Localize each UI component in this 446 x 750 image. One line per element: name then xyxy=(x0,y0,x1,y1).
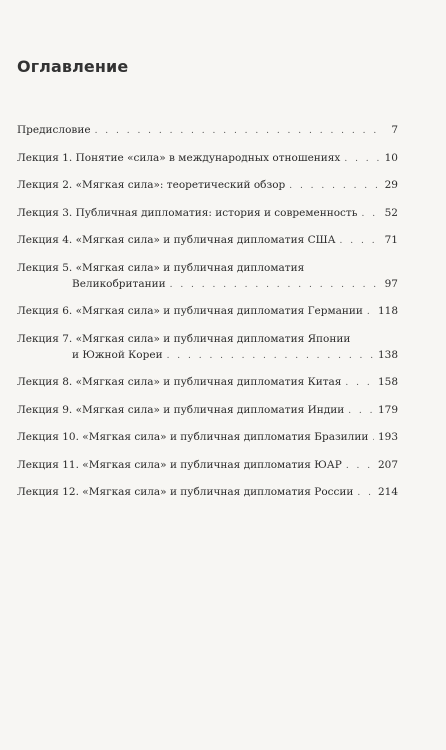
dot-leader xyxy=(367,304,374,320)
toc-entry-title: Лекция 4. «Мягкая сила» и публичная дипломатия США xyxy=(17,234,336,246)
toc-entry[interactable] xyxy=(17,331,398,364)
toc-entry[interactable] xyxy=(17,429,398,446)
dot-leader xyxy=(340,233,380,249)
toc-entry[interactable] xyxy=(17,232,398,249)
toc-entry[interactable] xyxy=(17,205,398,222)
toc-entry-page: 207 xyxy=(377,458,398,471)
dot-leader xyxy=(357,485,374,501)
toc-entry-page: 97 xyxy=(384,277,398,290)
dot-leader xyxy=(344,151,380,167)
toc-entry-page: 71 xyxy=(384,234,398,246)
toc-list xyxy=(17,122,398,512)
toc-entry-title: Лекция 7. «Мягкая сила» и публичная дипломатия Японии xyxy=(17,332,351,345)
toc-entry[interactable] xyxy=(17,122,398,139)
toc-entry-page: 214 xyxy=(377,486,398,498)
dot-leader xyxy=(95,123,380,139)
toc-entry[interactable] xyxy=(17,303,398,320)
toc-entry-page: 179 xyxy=(377,403,398,416)
toc-title: Оглавление xyxy=(17,57,129,76)
toc-entry-page: 118 xyxy=(377,305,398,317)
dot-leader xyxy=(170,277,380,293)
toc-entry-title: Лекция 3. Публичная дипломатия: история и современность xyxy=(17,206,358,219)
toc-entry-title: Лекция 6. «Мягкая сила» и публичная дипломатия Германии xyxy=(17,305,363,317)
toc-entry-title: Лекция 2. «Мягкая сила»: теоретический обзор xyxy=(17,179,286,191)
toc-entry[interactable] xyxy=(17,484,398,501)
toc-entry-page: 29 xyxy=(384,179,398,191)
toc-entry-page: 138 xyxy=(377,348,398,361)
dot-leader xyxy=(167,348,374,364)
toc-entry-title: Лекция 9. «Мягкая сила» и публичная дипломатия Индии xyxy=(17,403,345,416)
toc-entry-title-continued: и Южной Кореи xyxy=(72,348,163,361)
toc-entry[interactable] xyxy=(17,260,398,293)
toc-entry-page: 7 xyxy=(391,124,398,136)
dot-leader xyxy=(361,206,380,222)
toc-entry-title: Лекция 5. «Мягкая сила» и публичная дипломатия xyxy=(17,261,305,274)
toc-entry-page: 52 xyxy=(384,206,398,219)
toc-entry-title: Лекция 11. «Мягкая сила» и публичная дипломатия ЮАР xyxy=(17,458,342,471)
toc-entry-title-continued: Великобритании xyxy=(72,277,166,290)
dot-leader xyxy=(289,178,380,194)
toc-entry[interactable] xyxy=(17,457,398,474)
toc-entry-page: 193 xyxy=(377,431,398,443)
toc-entry-title: Лекция 1. Понятие «сила» в международных отношениях xyxy=(17,151,341,164)
toc-entry-title: Предисловие xyxy=(17,124,91,136)
toc-entry-title: Лекция 8. «Мягкая сила» и публичная дипломатия Китая xyxy=(17,376,342,388)
toc-entry[interactable] xyxy=(17,177,398,194)
dot-leader xyxy=(372,430,374,446)
toc-entry-page: 10 xyxy=(384,151,398,164)
toc-entry-title: Лекция 12. «Мягкая сила» и публичная дипломатия России xyxy=(17,486,354,498)
toc-entry[interactable] xyxy=(17,150,398,167)
toc-entry-page: 158 xyxy=(377,376,398,388)
toc-entry[interactable] xyxy=(17,374,398,391)
toc-entry[interactable] xyxy=(17,402,398,419)
dot-leader xyxy=(348,403,374,419)
toc-entry-title: Лекция 10. «Мягкая сила» и публичная дипломатия Бразилии xyxy=(17,431,369,443)
dot-leader xyxy=(346,458,374,474)
dot-leader xyxy=(345,375,374,391)
